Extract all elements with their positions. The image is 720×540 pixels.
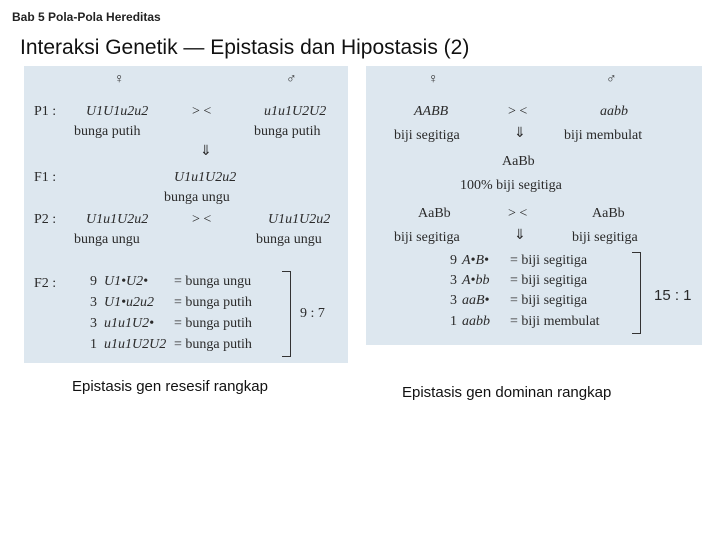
f2-count: 9 xyxy=(90,274,97,289)
f2-phenotype: = biji segitiga xyxy=(510,293,588,308)
p2-female-genotype: AaBb xyxy=(418,206,451,221)
f2-phenotype: = biji membulat xyxy=(510,314,600,329)
f2-count: 3 xyxy=(450,273,457,288)
p2-male-phenotype: bunga ungu xyxy=(256,232,322,247)
p1-female-genotype: U1U1u2u2 xyxy=(86,104,149,119)
f2-genotype: aabb xyxy=(462,314,490,329)
f2-label: F2 : xyxy=(34,276,57,291)
p1-cross-symbol: > < xyxy=(192,104,212,119)
p1-label: P1 : xyxy=(34,104,57,119)
f2-genotype: A•B• xyxy=(462,253,489,268)
f2-ratio: 9 : 7 xyxy=(300,306,325,321)
f2-count: 3 xyxy=(90,316,97,331)
f2-count: 3 xyxy=(450,293,457,308)
f2-genotype: A•bb xyxy=(462,273,490,288)
p1-male-genotype: u1u1U2U2 xyxy=(264,104,327,119)
f2-phenotype: = biji segitiga xyxy=(510,273,588,288)
down-arrow-icon: ⇓ xyxy=(514,126,526,141)
f2-genotype: aaB• xyxy=(462,293,490,308)
p1-female-phenotype: bunga putih xyxy=(74,124,141,139)
f1-phenotype: 100% biji segitiga xyxy=(460,178,562,193)
dominant-epistasis-figure xyxy=(366,66,702,345)
caption-right: Epistasis gen dominan rangkap xyxy=(402,384,612,401)
f2-phenotype: = bunga putih xyxy=(174,337,252,352)
f2-phenotype: = biji segitiga xyxy=(510,253,588,268)
f2-count: 9 xyxy=(450,253,457,268)
f2-phenotype: = bunga ungu xyxy=(174,274,252,289)
f2-phenotype: = bunga putih xyxy=(174,295,252,310)
f2-ratio: 15 : 1 xyxy=(654,287,692,304)
f1-label: F1 : xyxy=(34,170,57,185)
f2-bracket xyxy=(282,271,291,357)
f1-phenotype: bunga ungu xyxy=(164,190,230,205)
p1-male-phenotype: biji membulat xyxy=(564,128,643,143)
p2-female-genotype: U1u1U2u2 xyxy=(86,212,149,227)
p1-male-phenotype: bunga putih xyxy=(254,124,321,139)
p2-female-phenotype: bunga ungu xyxy=(74,232,140,247)
f1-genotype: AaBb xyxy=(502,154,535,169)
female-symbol-icon: ♀ xyxy=(428,72,439,87)
p2-male-genotype: U1u1U2u2 xyxy=(268,212,331,227)
p1-male-genotype: aabb xyxy=(600,104,628,119)
p2-male-phenotype: biji segitiga xyxy=(572,230,638,245)
male-symbol-icon: ♂ xyxy=(606,72,617,87)
f2-phenotype: = bunga putih xyxy=(174,316,252,331)
f1-genotype: U1u1U2u2 xyxy=(174,170,237,185)
caption-left: Epistasis gen resesif rangkap xyxy=(72,378,268,395)
p2-female-phenotype: biji segitiga xyxy=(394,230,460,245)
f2-bracket xyxy=(632,252,641,334)
chapter-header: Bab 5 Pola-Pola Hereditas xyxy=(12,10,161,24)
p2-male-genotype: AaBb xyxy=(592,206,625,221)
f2-count: 1 xyxy=(90,337,97,352)
male-symbol-icon: ♂ xyxy=(286,72,297,87)
f2-genotype: U1•U2• xyxy=(104,274,149,289)
p1-female-phenotype: biji segitiga xyxy=(394,128,460,143)
recessive-epistasis-figure xyxy=(24,66,348,363)
down-arrow-icon: ⇓ xyxy=(200,144,212,159)
p1-female-genotype: AABB xyxy=(414,104,449,119)
f2-count: 1 xyxy=(450,314,457,329)
female-symbol-icon: ♀ xyxy=(114,72,125,87)
down-arrow-icon: ⇓ xyxy=(514,228,526,243)
p2-label: P2 : xyxy=(34,212,57,227)
slide-title: Interaksi Genetik — Epistasis dan Hipostasis (2) xyxy=(20,36,470,59)
f2-genotype: u1u1U2U2 xyxy=(104,337,167,352)
f2-count: 3 xyxy=(90,295,97,310)
p2-cross-symbol: > < xyxy=(192,212,212,227)
f2-genotype: U1•u2u2 xyxy=(104,295,155,310)
f2-genotype: u1u1U2• xyxy=(104,316,155,331)
p2-cross-symbol: > < xyxy=(508,206,528,221)
p1-cross-symbol: > < xyxy=(508,104,528,119)
